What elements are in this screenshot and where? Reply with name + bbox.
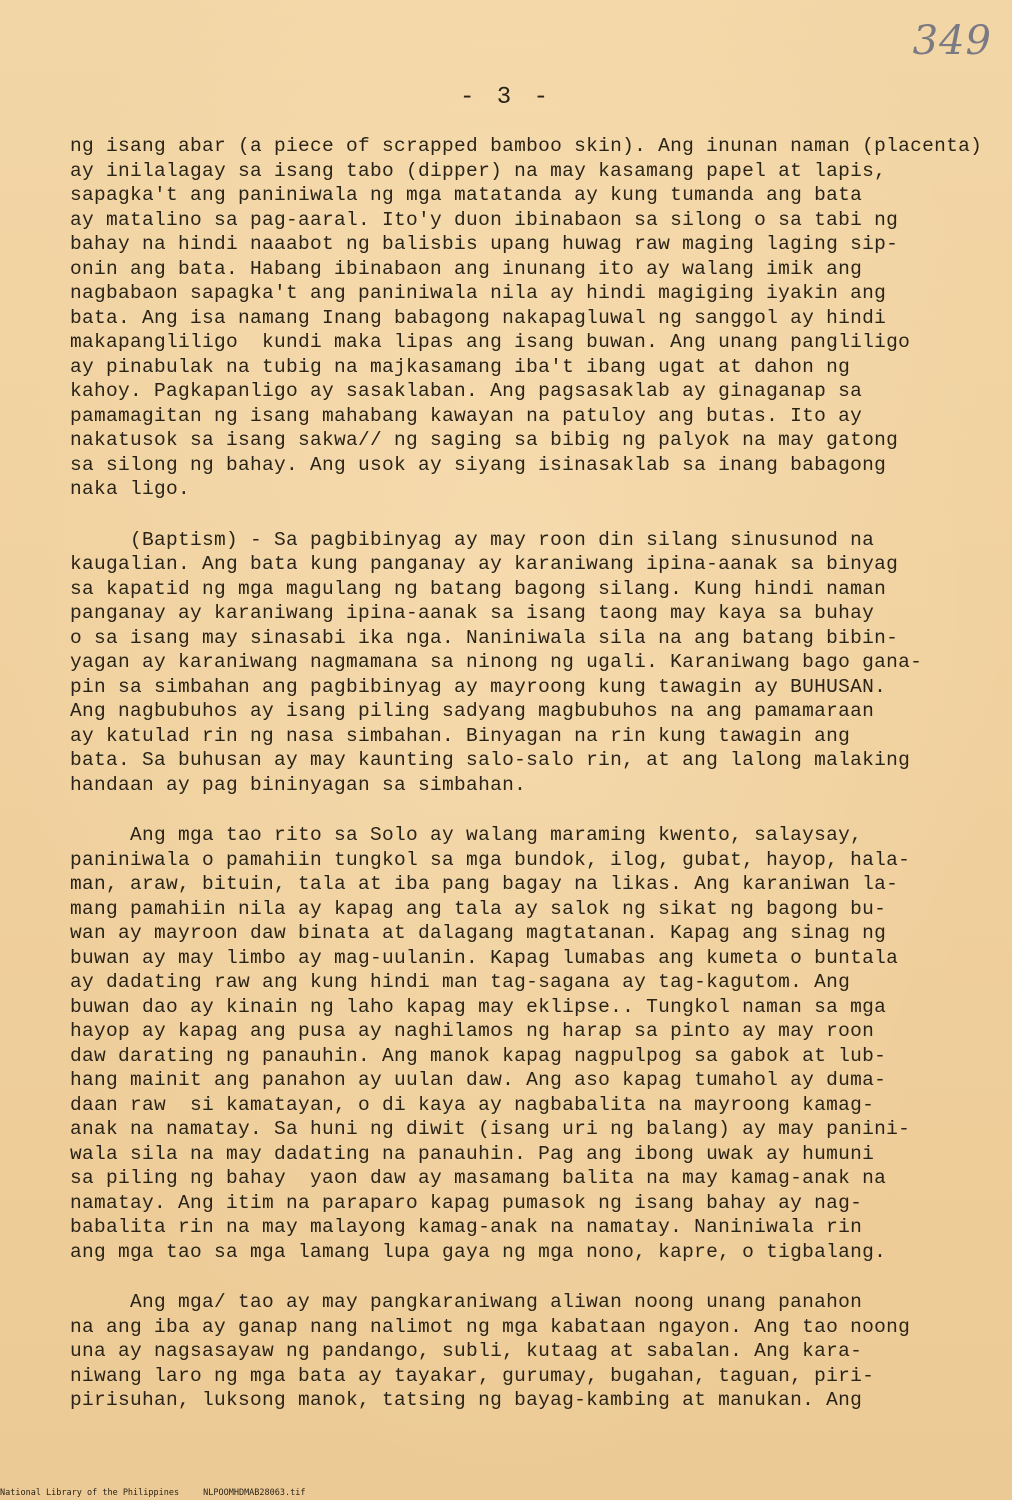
text-line: panganay ay karaniwang ipina-aanak sa isang taong may kaya sa buhay [70,602,875,624]
paragraph-gap [70,1264,1000,1290]
text-line: buwan dao ay kinain ng laho kapag may eklipse.. Tungkol naman sa mga [70,995,887,1018]
text-line: onin ang bata. Habang ibinabaon ang inunang ito ay walang imik ang [70,257,863,280]
text-line: o sa isang may sinasabi ika nga. Naniniwala sila na ang batang bibin- [70,626,899,649]
text-line: wan ay mayroon daw binata at dalagang magtatanan. Kapag ang sinag ng [70,922,887,944]
text-line: sa piling ng bahay yaon daw ay masamang balita na may kamag-anak na [70,1167,887,1189]
text-line: Ang nagbubuhos ay isang piling sadyang magbubuhos na ang pamamaraan [70,700,875,722]
text-line: niwang laro ng mga bata ay tayakar, gurumay, bugahan, taguan, piri- [70,1364,875,1387]
text-line: yagan ay karaniwang nagmamana sa ninong ng ugali. Karaniwang bago gana- [70,651,923,673]
text-line: sa kapatid ng mga magulang ng batang bagong silang. Kung hindi naman [70,577,887,600]
text-line: sa silong ng bahay. Ang usok ay siyang isinasaklab sa inang babagong [70,453,887,476]
footer-filename: NLPOOMHDMAB28063.tif [203,1488,306,1498]
text-line: kaugalian. Ang bata kung panganay ay karaniwang ipina-aanak sa binyag [70,553,899,575]
text-line: man, araw, bituin, tala at iba pang bagay na likas. Ang karaniwan la- [70,873,899,895]
text-line: bahay na hindi naaabot ng balisbis upang huwag raw maging laging sip- [70,233,899,255]
text-line: hayop ay kapag ang pusa ay naghilamos ng harap sa pinto ay may roon [70,1020,875,1042]
text-line: buwan ay may limbo ay mag-uulanin. Kapag lumabas ang kumeta o buntala [70,946,899,969]
text-line: ay inilalagay sa isang tabo (dipper) na may kasamang papel at lapis, [70,159,887,182]
text-line: bata. Sa buhusan ay may kaunting salo-salo rin, at ang lalong malaking [70,749,911,771]
text-line: naka ligo. [70,478,191,500]
text-line: daw darating ng panauhin. Ang manok kapag nagpulpog sa gabok at lub- [70,1044,887,1067]
paragraph-pastimes [70,1290,1000,1413]
scan-footer [0,1488,329,1498]
text-line: ng isang abar (a piece of scrapped bamboo skin). Ang inunan naman (placenta) [70,135,983,157]
folio-number: 349 [912,18,992,64]
text-line: hang mainit ang panahon ay uulan daw. Ang aso kapag tumahol ay duma- [70,1069,887,1091]
paragraph-gap [70,797,1000,823]
text-line: anak na namatay. Sa huni ng diwit (isang uri ng balang) ay may panini- [70,1118,911,1140]
text-line: makapangliligo kundi maka lipas ang isang buwan. Ang unang pangliligo [70,331,911,353]
text-line: daan raw si kamatayan, o di kaya ay nagbabalita na mayroong kamag- [70,1093,875,1116]
text-line: una ay nagsasayaw ng pandango, subli, kutaag at sabalan. Ang kara- [70,1340,863,1362]
footer-institution: National Library of the Philippines [0,1488,180,1498]
text-line: namatay. Ang itim na paraparo kapag pumasok ng isang bahay ay nag- [70,1191,863,1214]
text-line: pirisuhan, luksong manok, tatsing ng bayag-kambing at manukan. Ang [70,1389,863,1411]
text-line: ay matalino sa pag-aaral. Ito'y duon ibinabaon sa silong o sa tabi ng [70,208,899,231]
paragraph-birth-customs [70,134,1000,502]
text-line: bata. Ang isa namang Inang babagong nakapagluwal ng sanggol ay hindi [70,306,887,329]
text-line: mang pamahiin nila ay kapag ang tala ay salok ng sikat ng bagong bu- [70,897,887,920]
body-text [70,134,1000,1413]
text-line: pamamagitan ng isang mahabang kawayan na patuloy ang butas. Ito ay [70,404,863,427]
text-line: ay dadating raw ang kung hindi man tag-sagana ay tag-kagutom. Ang [70,971,851,993]
text-line: ay katulad rin ng nasa simbahan. Binyagan na rin kung tawagin ang [70,724,851,747]
paragraph-gap [70,502,1000,528]
text-line: nagbabaon sapagka't ang paniniwala nila ay hindi magiging iyakin ang [70,282,887,304]
page-number: - 3 - [459,84,552,111]
text-line: sapagka't ang paniniwala ng mga matatanda ay kung tumanda ang bata [70,184,863,206]
text-line: ang mga tao sa mga lamang lupa gaya ng mga nono, kapre, o tigbalang. [70,1240,887,1263]
text-line: ay pinabulak na tubig na majkasamang iba't ibang ugat at dahon ng [70,355,851,378]
text-line: na ang iba ay ganap nang nalimot ng mga kabataan ngayon. Ang tao noong [70,1315,911,1338]
text-line: paniniwala o pamahiin tungkol sa mga bundok, ilog, gubat, hayop, hala- [70,848,911,871]
paragraph-baptism [70,528,1000,798]
text-line: pin sa simbahan ang pagbibinyag ay mayroong kung tawagin ay BUHUSAN. [70,675,887,698]
text-line: kahoy. Pagkapanligo ay sasaklaban. Ang pagsasaklab ay ginaganap sa [70,380,863,402]
text-line: handaan ay pag bininyagan sa simbahan. [70,773,527,796]
text-line: Ang mga tao rito sa Solo ay walang maraming kwento, salaysay, [70,824,863,846]
text-line: wala sila na may dadating na panauhin. Pag ang ibong uwak ay humuni [70,1142,875,1165]
text-line: nakatusok sa isang sakwa// ng saging sa bibig ng palyok na may gatong [70,429,899,451]
text-line: (Baptism) - Sa pagbibinyag ay may roon din silang sinusunod na [70,528,875,551]
text-line: Ang mga/ tao ay may pangkaraniwang aliwan noong unang panahon [70,1291,863,1313]
paragraph-beliefs [70,823,1000,1264]
text-line: babalita rin na may malayong kamag-anak na namatay. Naniniwala rin [70,1216,863,1238]
